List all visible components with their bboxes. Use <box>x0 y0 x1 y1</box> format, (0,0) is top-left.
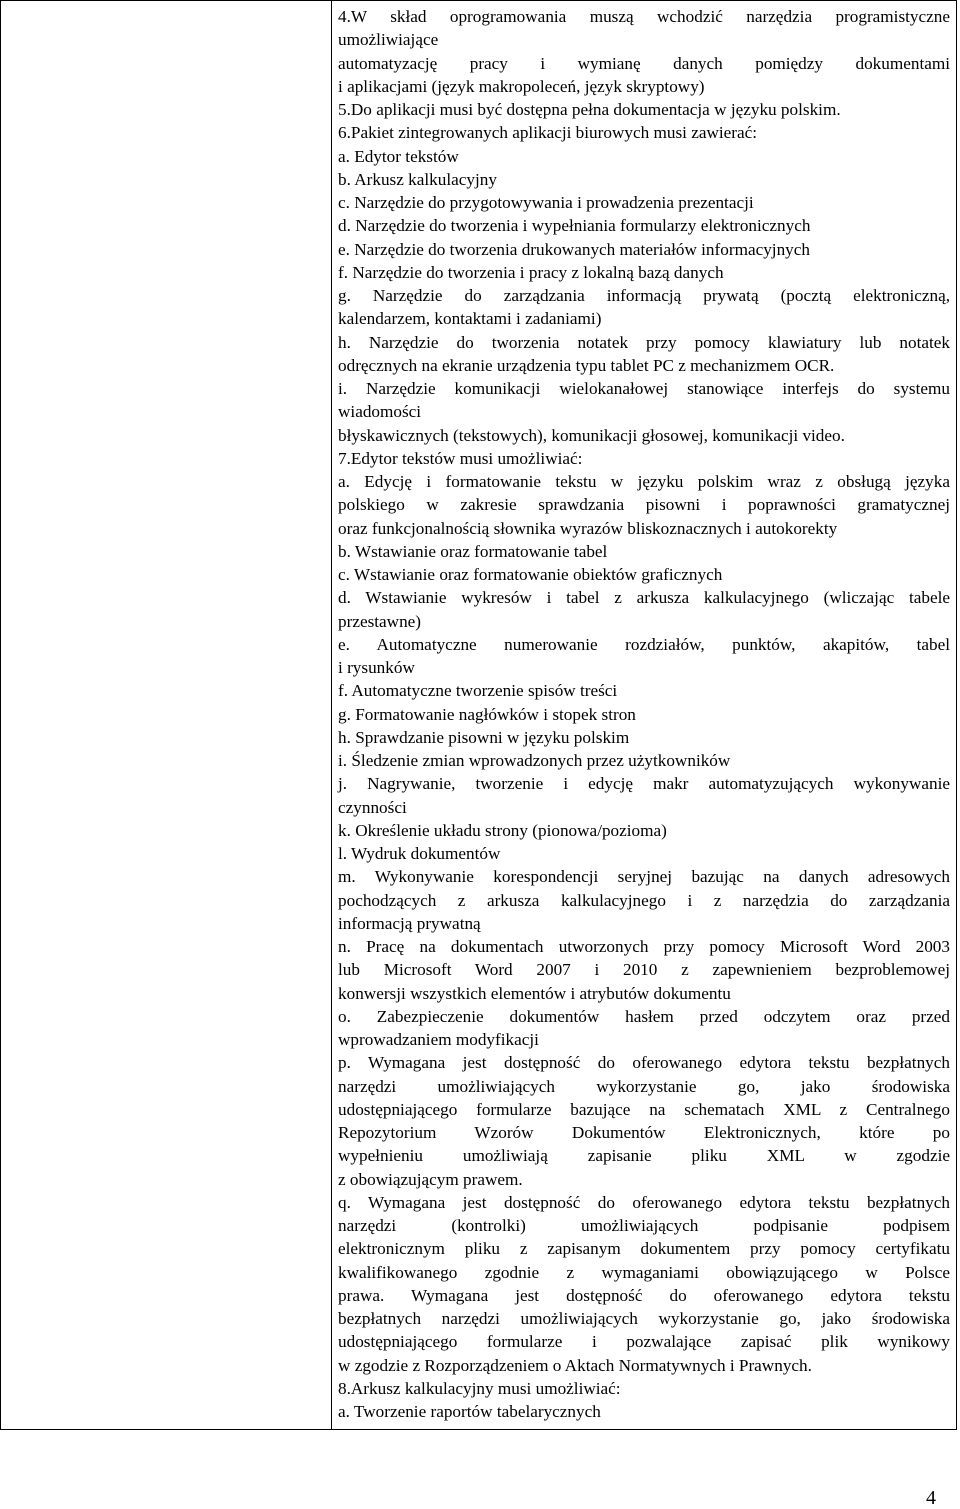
text-line: 5.Do aplikacji musi być dostępna pełna dokumentacja w języku polskim. <box>338 100 841 119</box>
text-line: z obowiązującym prawem. <box>338 1169 523 1189</box>
text-line: przestawne) <box>338 611 422 631</box>
text-line: d. Narzędzie do tworzenia i wypełniania formularzy elektronicznych <box>338 216 811 236</box>
text-line: p. Wymagana jest dostępność do oferowanego edytora tekstu bezpłatnych <box>338 1053 950 1073</box>
text-line: prawa. Wymagana jest dostępność do oferowanego edytora tekstu <box>338 1285 950 1305</box>
content-cell <box>332 1 956 1429</box>
text-line: automatyzację pracy i wymianę danych pomiędzy dokumentami <box>338 53 950 73</box>
text-line: i. Śledzenie zmian wprowadzonych przez użytkowników <box>338 751 731 770</box>
text-line: f. Automatyczne tworzenie spisów treści <box>338 681 618 701</box>
text-line: oraz funkcjonalnością słownika wyrazów bliskoznacznych i autokorekty <box>338 518 838 538</box>
text-line: i. Narzędzie komunikacji wielokanałowej stanowiące interfejs do systemu <box>338 379 950 398</box>
text-line: udostępniającego formularze i pozwalające zapisać plik wynikowy <box>338 1332 950 1352</box>
text-line: n. Pracę na dokumentach utworzonych przy pomocy Microsoft Word 2003 <box>338 937 950 956</box>
text-line: f. Narzędzie do tworzenia i pracy z lokalną bazą danych <box>338 262 724 282</box>
empty-left-cell <box>1 1 332 1429</box>
text-line: czynności <box>338 797 407 817</box>
text-line: m. Wykonywanie korespondencji seryjnej bazując na danych adresowych <box>338 867 950 887</box>
text-line: i aplikacjami (język makropoleceń, język skryptowy) <box>338 76 705 96</box>
text-line: k. Określenie układu strony (pionowa/pozioma) <box>338 820 667 840</box>
text-line: i rysunków <box>338 658 415 677</box>
text-line: c. Wstawianie oraz formatowanie obiektów graficznych <box>338 565 723 584</box>
text-line: b. Wstawianie oraz formatowanie tabel <box>338 541 608 561</box>
text-line: lub Microsoft Word 2007 i 2010 z zapewnieniem bezproblemowej <box>338 960 950 980</box>
text-line: narzędzi umożliwiających wykorzystanie go, jako środowiska <box>338 1076 950 1096</box>
text-line: konwersji wszystkich elementów i atrybutów dokumentu <box>338 983 731 1003</box>
text-line: bezpłatnych narzędzi umożliwiających wykorzystanie go, jako środowiska <box>338 1309 950 1328</box>
text-line: a. Edytor tekstów <box>338 146 459 166</box>
text-line: udostępniającego formularze bazujące na schematach XML z Centralnego <box>338 1099 950 1119</box>
text-line: h. Narzędzie do tworzenia notatek przy pomocy klawiatury lub notatek <box>338 332 950 352</box>
text-line: o. Zabezpieczenie dokumentów hasłem przed odczytem oraz przed <box>338 1006 950 1026</box>
text-line: polskiego w zakresie sprawdzania pisowni i poprawności gramatycznej <box>338 495 950 515</box>
text-line: kwalifikowanego zgodnie z wymaganiami obowiązującego w Polsce <box>338 1262 950 1282</box>
text-line: w zgodzie z Rozporządzeniem o Aktach Normatywnych i Prawnych. <box>338 1355 812 1375</box>
text-line: Repozytorium Wzorów Dokumentów Elektronicznych, które po <box>338 1123 950 1142</box>
text-line: a. Edycję i formatowanie tekstu w języku polskim wraz z obsługą języka <box>338 472 950 491</box>
text-line: błyskawicznych (tekstowych), komunikacji głosowej, komunikacji video. <box>338 425 845 445</box>
text-line: informacją prywatną <box>338 913 481 933</box>
text-line: c. Narzędzie do przygotowywania i prowadzenia prezentacji <box>338 193 754 212</box>
text-line: 6.Pakiet zintegrowanych aplikacji biurowych musi zawierać: <box>338 123 758 143</box>
text-line: b. Arkusz kalkulacyjny <box>338 169 497 189</box>
page-number: 4 <box>926 1487 936 1509</box>
text-line: elektronicznym pliku z zapisanym dokumentem przy pomocy certyfikatu <box>338 1239 950 1259</box>
text-line: g. Narzędzie do zarządzania informacją prywatą (pocztą elektroniczną, <box>338 286 950 305</box>
text-line: wprowadzaniem modyfikacji <box>338 1030 539 1049</box>
text-line: 8.Arkusz kalkulacyjny musi umożliwiać: <box>338 1378 621 1398</box>
text-line: narzędzi (kontrolki) umożliwiających podpisanie podpisem <box>338 1216 950 1235</box>
text-line: umożliwiające <box>338 30 439 50</box>
text-line: wypełnieniu umożliwiają zapisanie pliku XML w zgodzie <box>338 1146 950 1166</box>
text-line: 4.W skład oprogramowania muszą wchodzić narzędzia programistyczne <box>338 7 950 26</box>
requirements-text <box>338 5 950 1423</box>
text-line: e. Automatyczne numerowanie rozdziałów, punktów, akapitów, tabel <box>338 634 950 654</box>
text-line: h. Sprawdzanie pisowni w języku polskim <box>338 727 630 747</box>
text-line: e. Narzędzie do tworzenia drukowanych materiałów informacyjnych <box>338 239 810 259</box>
text-line: 7.Edytor tekstów musi umożliwiać: <box>338 448 583 468</box>
text-line: d. Wstawianie wykresów i tabel z arkusza kalkulacyjnego (wliczając tabele <box>338 588 950 608</box>
text-line: g. Formatowanie nagłówków i stopek stron <box>338 704 636 724</box>
text-line: pochodzących z arkusza kalkulacyjnego i z narzędzia do zarządzania <box>338 890 950 910</box>
text-line: wiadomości <box>338 402 422 422</box>
text-line: odręcznych na ekranie urządzenia typu tablet PC z mechanizmem OCR. <box>338 355 835 375</box>
text-line: q. Wymagana jest dostępność do oferowanego edytora tekstu bezpłatnych <box>338 1192 950 1212</box>
text-line: j. Nagrywanie, tworzenie i edycję makr automatyzujących wykonywanie <box>338 774 950 794</box>
text-line: kalendarzem, kontaktami i zadaniami) <box>338 309 602 329</box>
text-line: a. Tworzenie raportów tabelarycznych <box>338 1402 601 1421</box>
text-line: l. Wydruk dokumentów <box>338 844 501 863</box>
